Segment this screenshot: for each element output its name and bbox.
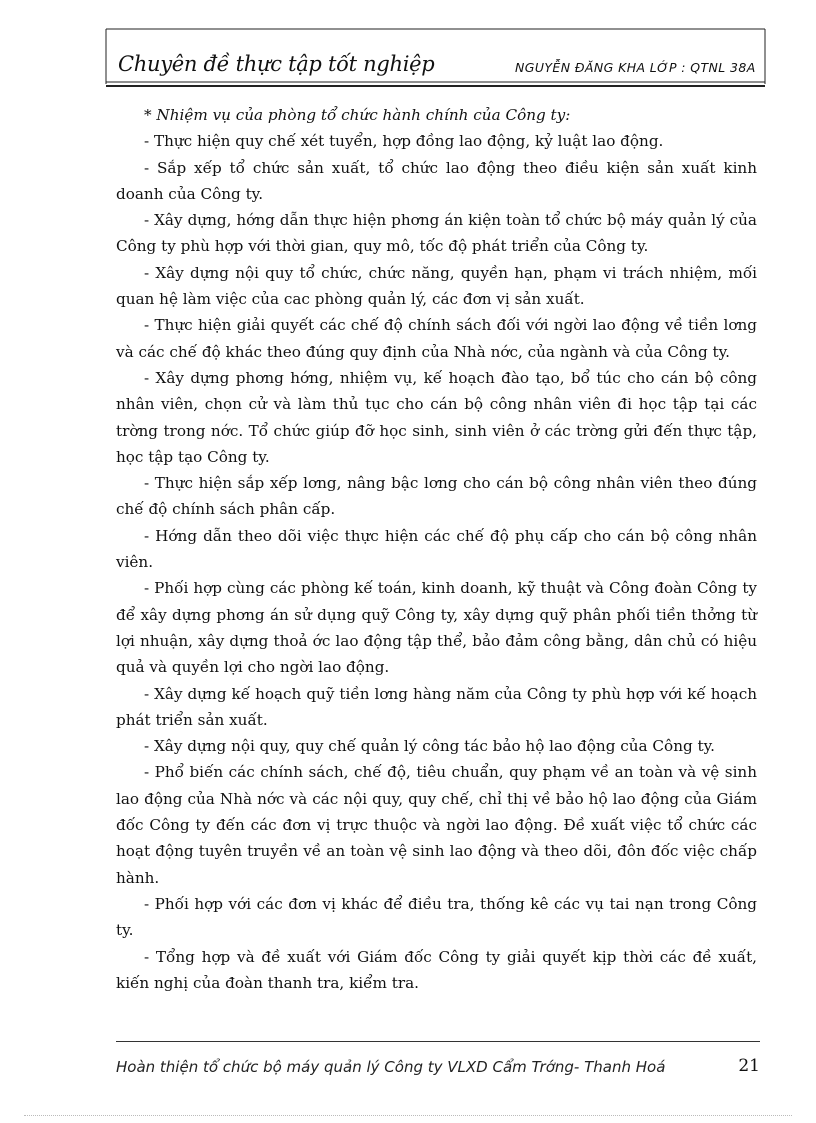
footer-rule <box>116 1041 760 1042</box>
paragraph: - Phổ biến các chính sách, chế độ, tiêu chuẩn, quy phạm về an toàn và vệ sinh lao động của Nhà nớc và các nội quy, quy chế, chỉ thị về bảo hộ lao động của Giám đốc Công ty đến các đơn vị trực thuộc và ngời lao động. Đề xuất việc tổ chức các hoạt động tuyên truyền về an toàn vệ sinh lao động và theo dõi, đôn đốc việc chấp hành. <box>116 763 757 887</box>
paragraph: - Hớng dẫn theo dõi việc thực hiện các chế độ phụ cấp cho cán bộ công nhân viên. <box>116 526 757 572</box>
paragraph: - Xây dựng, hớng dẫn thực hiện phơng án kiện toàn tổ chức bộ máy quản lý của Công ty phù hợp với thời gian, quy mô, tốc độ phát triển của Công ty. <box>116 211 757 256</box>
paragraph: - Thực hiện giải quyết các chế độ chính sách đối với ngời lao động về tiền lơng và các chế độ khác theo đúng quy định của Nhà nớc, của ngành và của Công ty. <box>116 316 757 361</box>
paragraph: - Phối hợp cùng các phòng kế toán, kinh doanh, kỹ thuật và Công đoàn Công ty để xây dựng phơng án sử dụng quỹ Công ty, xây dựng quỹ phân phối tiền thởng từ lợi nhuận, xây dựng thoả ớc lao động tập thể, bảo đảm công bằng, dân chủ có hiệu quả và quyền lợi cho ngời lao động. <box>116 579 757 677</box>
paragraph: - Xây dựng nội quy tổ chức, chức năng, quyền hạn, phạm vi trách nhiệm, mối quan hệ làm việc của cac phòng quản lý, các đơn vị sản xuất. <box>116 263 757 309</box>
header-title: Chuyên đề thực tập tốt nghiệp <box>118 52 435 76</box>
paragraph: - Xây dựng phơng hớng, nhiệm vụ, kế hoạch đào tạo, bổ túc cho cán bộ công nhân viên, chọn cử và làm thủ tục cho cán bộ công nhân viên đi học tập tại các trờng trong nớc. Tổ chức giúp đỡ học sinh, sinh viên ở các trờng gửi đến thực tập, học tập tạo Công ty. <box>116 368 757 466</box>
paragraph: - Xây dựng nội quy, quy chế quản lý công tác bảo hộ lao động của Công ty. <box>144 737 716 756</box>
body-text <box>116 102 757 996</box>
paragraph: - Thực hiện sắp xếp lơng, nâng bậc lơng cho cán bộ công nhân viên theo đúng chế độ chính sách phân cấp. <box>116 474 757 519</box>
section-heading: * Nhiệm vụ của phòng tổ chức hành chính của Công ty: <box>144 106 571 124</box>
paragraph: - Xây dựng kế hoạch quỹ tiền lơng hàng năm của Công ty phù hợp với kế hoạch phát triển sản xuất. <box>116 684 757 729</box>
footer-title: Hoàn thiện tổ chức bộ máy quản lý Công ty VLXD Cẩm Trớng- Thanh Hoá <box>116 1058 666 1076</box>
paragraph: - Phối hợp với các đơn vị khác để điều tra, thống kê các vụ tai nạn trong Công ty. <box>116 894 757 940</box>
page-number: 21 <box>738 1056 760 1076</box>
paragraph: - Thực hiện quy chế xét tuyển, hợp đồng lao động, kỷ luật lao động. <box>144 132 664 151</box>
header-author: NGUYỄN ĐĂNG KHA LỚP : QTNL 38A <box>515 60 756 75</box>
paragraph: - Tổng hợp và đề xuất với Giám đốc Công ty giải quyết kịp thời các đề xuất, kiến nghị của đoàn thanh tra, kiểm tra. <box>116 947 757 992</box>
paragraph: - Sắp xếp tổ chức sản xuất, tổ chức lao động theo điều kiện sản xuất kinh doanh của Công ty. <box>116 158 757 203</box>
page-bottom-edge <box>24 1115 792 1116</box>
